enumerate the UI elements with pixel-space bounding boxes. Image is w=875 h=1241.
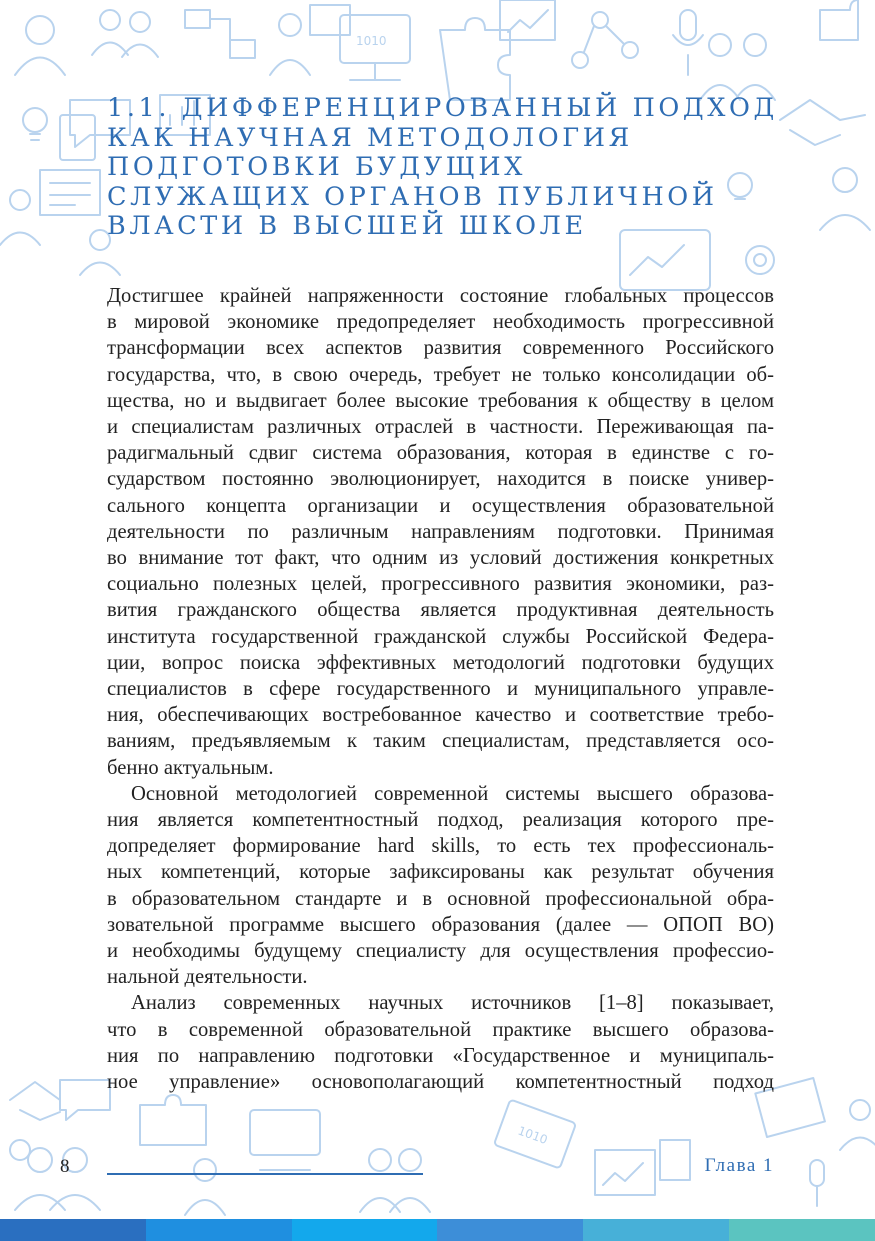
text-line: радигмальный сдвиг система образования, которая в единстве с го- [107, 442, 774, 465]
text-line: щества, но и выдвигает более высокие требования к обществу в целом [107, 389, 774, 412]
text-line: что в современной образовательной практике высшего образова- [107, 1018, 774, 1041]
documents-icon [40, 170, 100, 215]
heading-line: СЛУЖАЩИХ ОРГАНОВ ПУБЛИЧНОЙ [107, 181, 718, 212]
color-bar-segment [292, 1219, 438, 1241]
group-icon [360, 1149, 430, 1212]
text-line: ваниям, предъявляемым к таким специалистам, представляется осо- [107, 730, 774, 753]
text-line: Достигшее крайней напряженности состояние глобальных процессов [107, 285, 774, 307]
color-bar-segment [583, 1219, 729, 1241]
monitor-code-icon [494, 1099, 576, 1168]
presenter-icon [270, 5, 350, 75]
people-icon [92, 10, 158, 57]
gears-icon [746, 246, 774, 274]
svg-text:1010: 1010 [356, 34, 387, 48]
puzzle-icon [140, 1095, 206, 1145]
chart-board-icon [500, 0, 555, 40]
person-icon [820, 168, 870, 230]
text-line: и необходимы будущему специалисту для осуществления профессио- [107, 940, 774, 963]
text-line: деятельности по различным направлениям подготовки. Принимая [107, 520, 774, 543]
lightbulb-icon [23, 108, 47, 140]
text-line: ния по направлению подготовки «Государственное и муниципаль- [107, 1044, 774, 1067]
heading-line: 1.1. ДИФФЕРЕНЦИРОВАННЫЙ ПОДХОД [107, 93, 778, 123]
text-line: вития гражданского общества является продуктивная деятельность [107, 599, 774, 622]
text-line: бенно актуальным. [107, 756, 274, 779]
text-line: ния является компетентностный подход, реализация которого пре- [107, 809, 774, 832]
text-line: во внимание тот факт, что одним из условий достижения конкретных [107, 547, 774, 570]
text-line: ния, обеспечивающих востребованное качество и соответствие требо- [107, 704, 774, 727]
text-line: сударством постоянно эволюционирует, находится в поиске универ- [107, 468, 774, 491]
heading-line: ВЛАСТИ В ВЫСШЕЙ ШКОЛЕ [107, 211, 587, 241]
footer-divider [107, 1173, 423, 1175]
monitor-icon [250, 1110, 320, 1170]
section-heading [107, 94, 787, 242]
text-line: и специалистам различных отраслей в частности. Переживающая па- [107, 416, 774, 439]
clipboard-icon [60, 115, 95, 160]
heading-line: ПОДГОТОВКИ БУДУЩИХ [107, 152, 527, 182]
text-line: нальной деятельности. [107, 966, 308, 989]
text-line: ных компетенций, которые зафиксированы как результат обучения [107, 861, 774, 884]
color-bar-segment [729, 1219, 875, 1241]
heading-line: КАК НАУЧНАЯ МЕТОДОЛОГИЯ [107, 122, 633, 153]
color-bar-segment [146, 1219, 292, 1241]
monitor-code-icon [340, 15, 410, 80]
color-bar-segment [0, 1219, 146, 1241]
people-icon [15, 1148, 100, 1210]
network-icon [572, 12, 638, 68]
chapter-label: Глава 1 [704, 1155, 774, 1176]
person-icon [15, 16, 65, 75]
color-bar [0, 1219, 875, 1241]
text-line: Анализ современных научных источников [1–8] показывает, [131, 992, 774, 1015]
puzzle-icon [440, 18, 510, 100]
text-line: специалистов в сфере государственного и муниципального управле- [107, 678, 774, 701]
color-bar-segment [437, 1219, 583, 1241]
microphone-icon [810, 1160, 824, 1206]
text-line: института государственной гражданской службы Российской Федера- [107, 625, 774, 648]
group-icon [700, 34, 775, 100]
person-icon [840, 1100, 875, 1150]
text-line: социально полезных целей, прогрессивного развития экономики, раз- [107, 573, 774, 596]
puzzle-icon [820, 0, 858, 40]
text-line: в мировой экономике предопределяет необходимость прогрессивной [107, 311, 774, 334]
presenter-icon [185, 1159, 225, 1215]
paragraph-3 [107, 990, 774, 1095]
text-line: государства, что, в свою очередь, требует не только консолидации об- [107, 363, 774, 386]
flowchart-icon [185, 10, 255, 58]
text-line: сального концепта организации и осуществления образовательной [107, 494, 774, 517]
handshake-icon [10, 1082, 60, 1120]
body-text [107, 283, 774, 1095]
chart-icon [595, 1150, 655, 1195]
text-line: Основной методологией современной системы высшего образова- [131, 782, 774, 805]
page-number: 8 [60, 1156, 70, 1177]
lightbulb-icon [10, 1140, 30, 1160]
microphone-icon [673, 10, 703, 75]
handshake-icon [780, 100, 865, 145]
puzzle-icon [660, 1140, 690, 1180]
chat-icon [60, 1080, 110, 1120]
text-line: в образовательном стандарте и в основной профессиональной обра- [107, 887, 774, 910]
text-line: ции, вопрос поиска эффективных методологий подготовки будущих [107, 651, 774, 674]
paragraph-1 [107, 283, 774, 781]
paragraph-2 [107, 781, 774, 991]
text-line: зовательной программе высшего образования (далее — ОПОП ВО) [107, 913, 774, 936]
person-laptop-icon [0, 190, 40, 245]
svg-text:1010: 1010 [515, 1123, 550, 1148]
text-line: допределяет формирование hard skills, то есть тех профессиональ- [107, 835, 774, 858]
text-line: ное управление» основополагающий компетентностный подход [107, 1071, 774, 1094]
text-line: трансформации всех аспектов развития современного Российского [107, 337, 774, 360]
